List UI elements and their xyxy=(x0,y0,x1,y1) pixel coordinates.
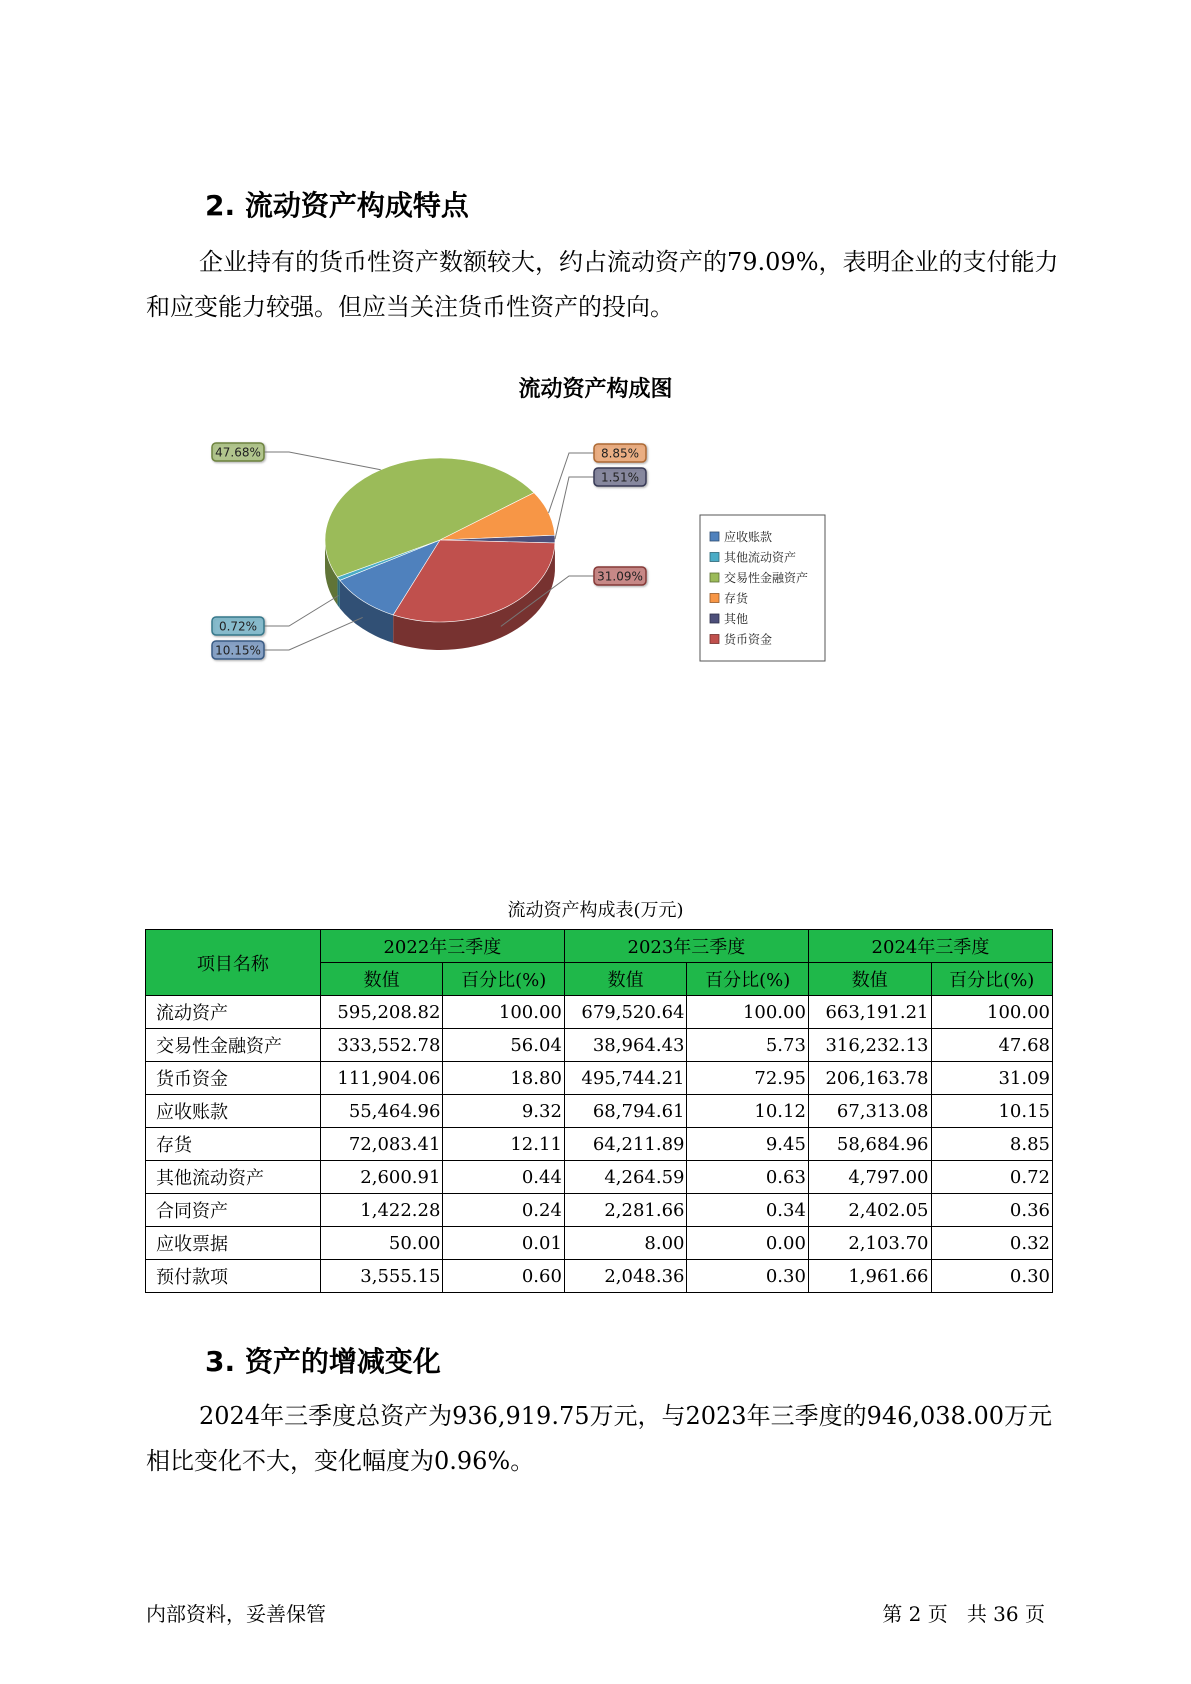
data-label: 1.51% xyxy=(600,470,640,485)
chart-title: 流动资产构成图 xyxy=(518,377,673,402)
cell-percent: 0.34 xyxy=(687,1194,808,1227)
row-label: 应收票据 xyxy=(146,1227,321,1260)
cell-percent: 100.00 xyxy=(443,996,564,1029)
callout-line xyxy=(264,452,381,470)
callout-line xyxy=(555,477,594,539)
asset-change-paragraph: 2024年三季度总资产为936,919.75万元，与2023年三季度的946,038.00万元相比变化不大，变化幅度为0.96%。 xyxy=(146,1402,1052,1475)
cell-percent: 0.72 xyxy=(931,1161,1053,1194)
table-row xyxy=(146,1128,1053,1161)
cell-value: 55,464.96 xyxy=(320,1095,443,1128)
cell-percent: 5.73 xyxy=(687,1029,808,1062)
header-period-2024: 2024年三季度 xyxy=(808,930,1052,963)
table-row xyxy=(146,1062,1053,1095)
header-item-name: 项目名称 xyxy=(146,930,321,996)
table-caption: 流动资产构成表(万元) xyxy=(507,900,684,921)
cell-percent: 0.36 xyxy=(931,1194,1053,1227)
table-row xyxy=(146,996,1053,1029)
cell-percent: 8.85 xyxy=(931,1128,1053,1161)
row-label: 存货 xyxy=(146,1128,321,1161)
table-row xyxy=(146,1260,1053,1293)
subheader-percent: 百分比(%) xyxy=(687,963,808,996)
legend-swatch xyxy=(710,614,719,623)
legend-entry: 其他流动资产 xyxy=(724,550,797,565)
cell-percent: 0.30 xyxy=(687,1260,808,1293)
row-label: 应收账款 xyxy=(146,1095,321,1128)
subheader-value: 数值 xyxy=(564,963,687,996)
row-label: 其他流动资产 xyxy=(146,1161,321,1194)
cell-percent: 47.68 xyxy=(931,1029,1053,1062)
callout-line xyxy=(264,617,363,650)
data-label: 31.09% xyxy=(597,569,643,584)
legend-swatch xyxy=(710,573,719,582)
cell-value: 3,555.15 xyxy=(320,1260,443,1293)
subheader-percent: 百分比(%) xyxy=(931,963,1053,996)
row-label: 货币资金 xyxy=(146,1062,321,1095)
table-row xyxy=(146,1161,1053,1194)
current-assets-table xyxy=(145,929,1053,1293)
cell-value: 4,264.59 xyxy=(564,1161,687,1194)
current-assets-paragraph: 企业持有的货币性资产数额较大，约占流动资产的79.09%，表明企业的支付能力和应变能力较强。但应当关注货币性资产的投向。 xyxy=(146,248,1059,321)
legend-entry: 交易性金融资产 xyxy=(724,571,809,585)
pie-chart xyxy=(0,360,1191,700)
row-label: 合同资产 xyxy=(146,1194,321,1227)
cell-value: 316,232.13 xyxy=(808,1029,931,1062)
data-label: 0.72% xyxy=(218,619,258,634)
cell-percent: 100.00 xyxy=(687,996,808,1029)
legend-entry: 应收账款 xyxy=(724,530,773,544)
cell-percent: 72.95 xyxy=(687,1062,808,1095)
cell-percent: 0.63 xyxy=(687,1161,808,1194)
callout-line xyxy=(549,453,594,513)
legend-swatch xyxy=(710,553,719,562)
cell-value: 2,600.91 xyxy=(320,1161,443,1194)
section-heading-asset-change: 3. 资产的增减变化 xyxy=(205,1345,441,1378)
cell-percent: 0.44 xyxy=(443,1161,564,1194)
legend-entry: 存货 xyxy=(724,591,749,606)
cell-percent: 56.04 xyxy=(443,1029,564,1062)
cell-percent: 0.60 xyxy=(443,1260,564,1293)
cell-value: 663,191.21 xyxy=(808,996,931,1029)
cell-value: 206,163.78 xyxy=(808,1062,931,1095)
table-row xyxy=(146,1029,1053,1062)
cell-percent: 0.24 xyxy=(443,1194,564,1227)
data-label: 8.85% xyxy=(600,446,640,461)
cell-percent: 12.11 xyxy=(443,1128,564,1161)
cell-percent: 10.12 xyxy=(687,1095,808,1128)
cell-value: 68,794.61 xyxy=(564,1095,687,1128)
footer-left: 内部资料，妥善保管 xyxy=(146,1602,326,1626)
legend-entry: 其他 xyxy=(724,612,749,626)
cell-value: 4,797.00 xyxy=(808,1161,931,1194)
table-row xyxy=(146,1194,1053,1227)
cell-percent: 31.09 xyxy=(931,1062,1053,1095)
legend-swatch xyxy=(710,635,719,644)
cell-value: 2,402.05 xyxy=(808,1194,931,1227)
cell-value: 50.00 xyxy=(320,1227,443,1260)
row-label: 交易性金融资产 xyxy=(146,1029,321,1062)
cell-value: 72,083.41 xyxy=(320,1128,443,1161)
cell-percent: 100.00 xyxy=(931,996,1053,1029)
cell-value: 595,208.82 xyxy=(320,996,443,1029)
cell-percent: 0.00 xyxy=(687,1227,808,1260)
cell-percent: 18.80 xyxy=(443,1062,564,1095)
cell-percent: 0.01 xyxy=(443,1227,564,1260)
cell-value: 333,552.78 xyxy=(320,1029,443,1062)
subheader-value: 数值 xyxy=(320,963,443,996)
cell-percent: 9.32 xyxy=(443,1095,564,1128)
table-row xyxy=(146,1095,1053,1128)
cell-value: 64,211.89 xyxy=(564,1128,687,1161)
row-label: 预付款项 xyxy=(146,1260,321,1293)
footer-page-number: 第 2 页 共 36 页 xyxy=(882,1602,1045,1626)
cell-value: 8.00 xyxy=(564,1227,687,1260)
table-row xyxy=(146,1227,1053,1260)
callout-line xyxy=(264,596,339,626)
data-label: 10.15% xyxy=(215,643,261,658)
cell-value: 38,964.43 xyxy=(564,1029,687,1062)
cell-value: 1,422.28 xyxy=(320,1194,443,1227)
cell-value: 2,103.70 xyxy=(808,1227,931,1260)
cell-value: 2,048.36 xyxy=(564,1260,687,1293)
legend-swatch xyxy=(710,532,719,541)
cell-percent: 10.15 xyxy=(931,1095,1053,1128)
cell-value: 495,744.21 xyxy=(564,1062,687,1095)
section-heading-current-assets: 2. 流动资产构成特点 xyxy=(205,189,469,222)
cell-value: 67,313.08 xyxy=(808,1095,931,1128)
row-label: 流动资产 xyxy=(146,996,321,1029)
cell-value: 679,520.64 xyxy=(564,996,687,1029)
subheader-value: 数值 xyxy=(808,963,931,996)
cell-percent: 9.45 xyxy=(687,1128,808,1161)
cell-percent: 0.30 xyxy=(931,1260,1053,1293)
cell-value: 111,904.06 xyxy=(320,1062,443,1095)
pie-side-其他流动资产 xyxy=(337,577,339,608)
legend-entry: 货币资金 xyxy=(724,632,773,647)
cell-percent: 0.32 xyxy=(931,1227,1053,1260)
header-period-2023: 2023年三季度 xyxy=(564,930,808,963)
cell-value: 2,281.66 xyxy=(564,1194,687,1227)
cell-value: 58,684.96 xyxy=(808,1128,931,1161)
cell-value: 1,961.66 xyxy=(808,1260,931,1293)
subheader-percent: 百分比(%) xyxy=(443,963,564,996)
legend-swatch xyxy=(710,594,719,603)
header-period-2022: 2022年三季度 xyxy=(320,930,564,963)
data-label: 47.68% xyxy=(215,445,261,460)
